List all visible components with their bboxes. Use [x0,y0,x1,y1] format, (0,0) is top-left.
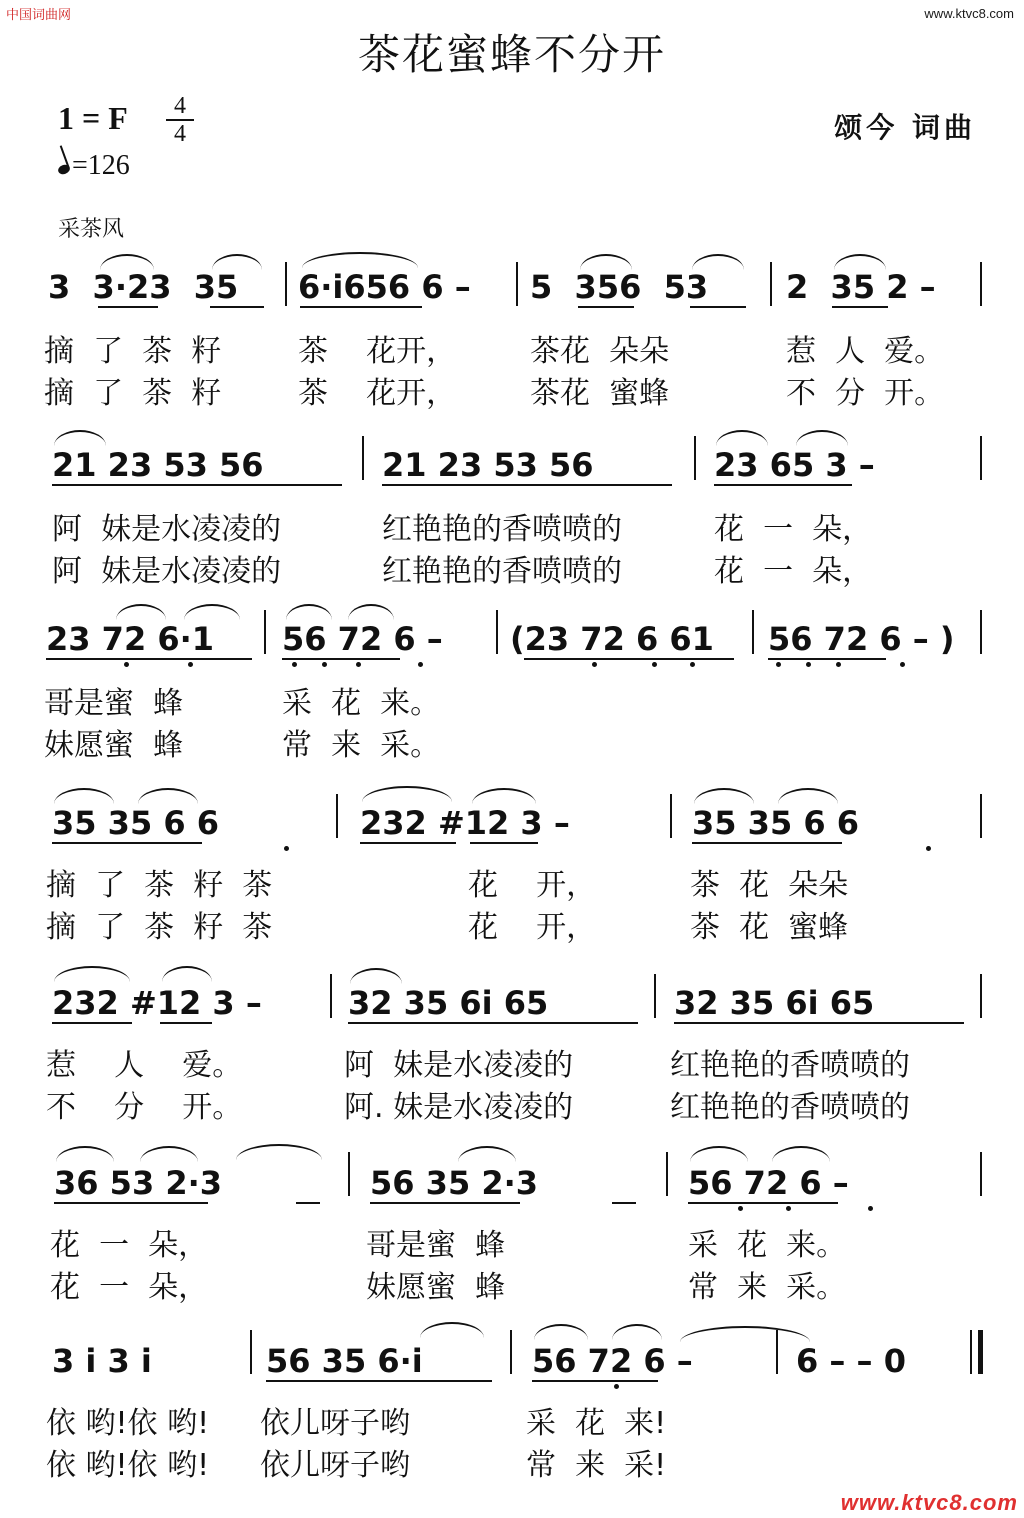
lyric-line: 红艳艳的香喷喷的 [670,1048,910,1083]
measure-notes: 56 72 6 – ) [768,620,955,658]
lyric-line: 采 花 来! [526,1406,667,1441]
lyric-line: 摘 了 茶 籽 [44,376,222,411]
lyric-line: 花 一 朵， [50,1228,209,1263]
lyric-line: 花 开， [468,868,597,903]
measure-notes: 36 53 2·3 [54,1164,223,1202]
lyric-line: 花 开， [468,910,597,945]
measure-notes: 3 3·23 35 [48,268,239,306]
lyric-line: 红艳艳的香喷喷的 [670,1090,910,1125]
lyric-line: 妹愿蜜 蜂 [366,1270,506,1305]
lyric-line: 采 花 来。 [282,686,441,721]
measure-notes: 32 35 6i 65 [348,984,549,1022]
lyric-line: 摘 了 茶 籽 茶 [46,868,273,903]
lyric-line: 常 来 采。 [688,1270,847,1305]
lyric-line: 阿 妹是水凌凌的 [52,512,282,547]
measure-notes: 5 356 53 [530,268,709,306]
lyric-line: 花 一 朵， [714,554,873,589]
song-title: 茶花蜜蜂不分开 [357,30,666,79]
lyric-line: 不 分 开。 [46,1090,243,1125]
lyric-line: 茶花 蜜蜂 [530,376,670,411]
lyric-line: 茶 花开， [298,334,457,369]
site-watermark-top-left: 中国词曲网 [6,8,72,23]
lyric-line: 茶花 朵朵 [530,334,670,369]
lyric-line: 阿. 妹是水凌凌的 [344,1090,574,1125]
measure-notes: 6·i656 6 – [298,268,471,306]
lyric-line: 依儿呀子哟 [260,1406,410,1441]
time-signature-bottom: 4 [174,121,186,147]
lyric-line: 摘 了 茶 籽 [44,334,222,369]
lyric-line: 常 来 采。 [282,728,441,763]
measure-notes: 56 35 2·3 [370,1164,539,1202]
measure-notes: 6 – – 0 [796,1342,906,1380]
author-credit: 颂今 词曲 [834,111,976,144]
lyric-line: 红艳艳的香喷喷的 [382,512,622,547]
measure-notes: 232 #12 3 – [360,804,570,842]
lyric-line: 阿 妹是水凌凌的 [52,554,282,589]
lyric-line: 哥是蜜 蜂 [44,686,184,721]
lyric-line: 妹愿蜜 蜂 [44,728,184,763]
measure-notes: 23 72 6·1 [46,620,215,658]
site-watermark-bottom-right: www.ktvc8.com [840,1490,1018,1515]
lyric-line: 摘 了 茶 籽 茶 [46,910,273,945]
time-signature-top: 4 [174,93,186,119]
tempo-value: =126 [72,150,130,181]
site-watermark-top-right: www.ktvc8.com [924,6,1014,21]
lyric-line: 阿 妹是水凌凌的 [344,1048,574,1083]
measure-notes: 3 i 3 i [52,1342,152,1380]
measure-notes: 35 35 6 6 [692,804,860,842]
lyric-line: 惹 人 爱。 [46,1048,243,1083]
measure-notes: 56 35 6·i [266,1342,423,1380]
lyric-line: 惹 人 爱。 [786,334,945,369]
lyric-line: 哥是蜜 蜂 [366,1228,506,1263]
measure-notes: 232 #12 3 – [52,984,262,1022]
measure-notes: 23 65 3 – [714,446,875,484]
lyric-line: 花 一 朵， [50,1270,209,1305]
measure-notes: 56 72 6 – [688,1164,849,1202]
lyric-line: 采 花 来。 [688,1228,847,1263]
lyric-line: 依 哟!依 哟! [46,1406,210,1441]
measure-notes: 21 23 53 56 [52,446,264,484]
lyric-line: 红艳艳的香喷喷的 [382,554,622,589]
tempo-marking [58,150,130,182]
measure-notes: 35 35 6 6 [52,804,220,842]
lyric-line: 茶 花 朵朵 [690,868,849,903]
lyric-line: 茶 花 蜜蜂 [690,910,849,945]
measure-notes: 32 35 6i 65 [674,984,875,1022]
lyric-line: 花 一 朵， [714,512,873,547]
measure-notes: 21 23 53 56 [382,446,594,484]
lyric-line: 不 分 开。 [786,376,945,411]
measure-notes: (23 72 6 61 [510,620,714,658]
measure-notes: 56 72 6 – [532,1342,693,1380]
measure-notes: 2 35 2 – [786,268,936,306]
lyric-line: 常 来 采! [526,1448,667,1483]
lyric-line: 茶 花开， [298,376,457,411]
measure-notes: 56 72 6 – [282,620,443,658]
lyric-line: 依儿呀子哟 [260,1448,410,1483]
style-marking: 采茶风 [58,217,125,242]
quarter-note-icon [57,163,71,176]
key-signature: 1 = F [58,100,128,136]
time-signature [166,94,194,146]
lyric-line: 依 哟!依 哟! [46,1448,210,1483]
